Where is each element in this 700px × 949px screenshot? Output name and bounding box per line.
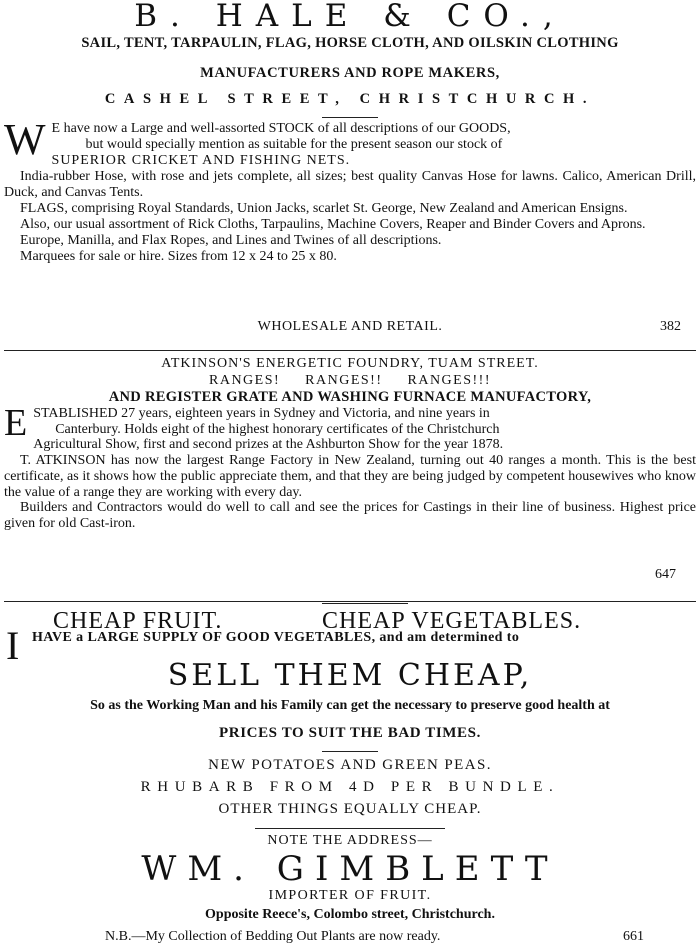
atkinson-ranges: RANGES! RANGES!! RANGES!!!	[209, 373, 491, 388]
divider-2	[4, 601, 696, 602]
hale-para5: Europe, Manilla, and Flax Ropes, and Lines and Twines of all descriptions.	[20, 233, 442, 248]
atkinson-para1-second: Canterbury. Holds eight of the highest honorary certificates of the Christchurch	[55, 421, 500, 437]
atkinson-para3: Builders and Contractors would do well to call and see the prices for Castings in their line of business. Highest price given for old Cast-iron.	[4, 500, 696, 531]
atkinson-para1-rest: Agricultural Show, first and second prizes at the Ashburton Show for the year 1878.	[33, 437, 504, 453]
gimblett-name: WM. GIMBLETT	[141, 849, 559, 889]
gimblett-address: Opposite Reece's, Colombo street, Christchurch.	[205, 907, 495, 922]
hale-nets-line: SUPERIOR CRICKET AND FISHING NETS.	[51, 153, 351, 168]
atkinson-body	[4, 402, 696, 532]
hale-drop-cap: W	[4, 115, 46, 164]
hale-para4: Also, our usual assortment of Rick Cloths, Tarpaulins, Machine Covers, Reaper and Binder Covers and Aprons.	[20, 217, 646, 232]
headline-cheap-fruit: CHEAP FRUIT.	[53, 608, 223, 634]
atkinson-title: ATKINSON'S ENERGETIC FOUNDRY, TUAM STREET.	[161, 356, 539, 371]
atkinson-subtitle: AND REGISTER GRATE AND WASHING FURNACE MANUFACTORY,	[108, 389, 592, 405]
gimblett-ad-number: 661	[623, 929, 644, 944]
gimblett-nb: N.B.—My Collection of Bedding Out Plants are now ready.	[105, 929, 441, 944]
gimblett-prices: PRICES TO SUIT THE BAD TIMES.	[219, 725, 481, 741]
hale-body	[4, 115, 696, 265]
hale-para6: Marquees for sale or hire. Sizes from 12 x 24 to 25 x 80.	[20, 249, 337, 264]
gimblett-other-things: OTHER THINGS EQUALLY CHEAP.	[218, 801, 482, 817]
atkinson-para2: T. ATKINSON has now the largest Range Factory in New Zealand, turning out 40 ranges a month. This is the best certificate, as it shows how the public appreciate them, and that they are being judged by competent housewives who know the value of a range they are working with every day.	[4, 453, 696, 500]
gimblett-headline-rule	[322, 603, 408, 604]
atkinson-para1-first: STABLISHED 27 years, eighteen years in Sydney and Victoria, and nine years in	[33, 406, 490, 421]
divider-1	[4, 350, 696, 351]
atkinson-drop-cap: E	[4, 402, 28, 444]
hale-trades-line-2: MANUFACTURERS AND ROPE MAKERS,	[200, 65, 500, 81]
hale-street: CASHEL STREET, CHRISTCHURCH.	[104, 91, 596, 107]
hale-wholesale-footer: WHOLESALE AND RETAIL.	[257, 319, 443, 334]
hale-firm-name: B. HALE & CO.,	[134, 0, 566, 34]
hale-ad-number: 382	[660, 319, 681, 334]
hale-trades-line: SAIL, TENT, TARPAULIN, FLAG, HORSE CLOTH, AND OILSKIN CLOTHING	[81, 35, 619, 51]
headline-cheap-vegetables: CHEAP VEGETABLES.	[322, 608, 582, 634]
gimblett-sell-them-cheap: SELL THEM CHEAP,	[167, 658, 533, 693]
hale-short-rule	[322, 117, 378, 118]
hale-para1-first: E have now a Large and well-assorted STOCK of all descriptions of our GOODS,	[51, 121, 511, 136]
gimblett-note-rule	[255, 828, 445, 829]
hale-para3: FLAGS, comprising Royal Standards, Union Jacks, scarlet St. George, New Zealand and American Ensigns.	[20, 201, 628, 216]
hale-para2: India-rubber Hose, with rose and jets complete, all sizes; best quality Canvas Hose for lawns. Calico, American Drill, Duck, and Canvas Tents.	[4, 169, 696, 200]
gimblett-note-address: NOTE THE ADDRESS—	[267, 833, 433, 848]
gimblett-importer: IMPORTER OF FRUIT.	[268, 888, 432, 903]
gimblett-intro-text: HAVE a LARGE SUPPLY OF GOOD VEGETABLES, and am determined to	[32, 630, 520, 645]
gimblett-rhubarb: RHUBARB FROM 4D PER BUNDLE.	[140, 779, 560, 795]
atkinson-ad-number: 647	[655, 567, 676, 582]
gimblett-drop-cap: I	[6, 623, 20, 668]
gimblett-potatoes: NEW POTATOES AND GREEN PEAS.	[208, 757, 492, 773]
gimblett-working-man: So as the Working Man and his Family can get the necessary to preserve good health at	[90, 698, 610, 713]
gimblett-short-rule	[322, 751, 378, 752]
hale-para1-second: but would specially mention as suitable for the present season our stock of	[85, 137, 503, 152]
